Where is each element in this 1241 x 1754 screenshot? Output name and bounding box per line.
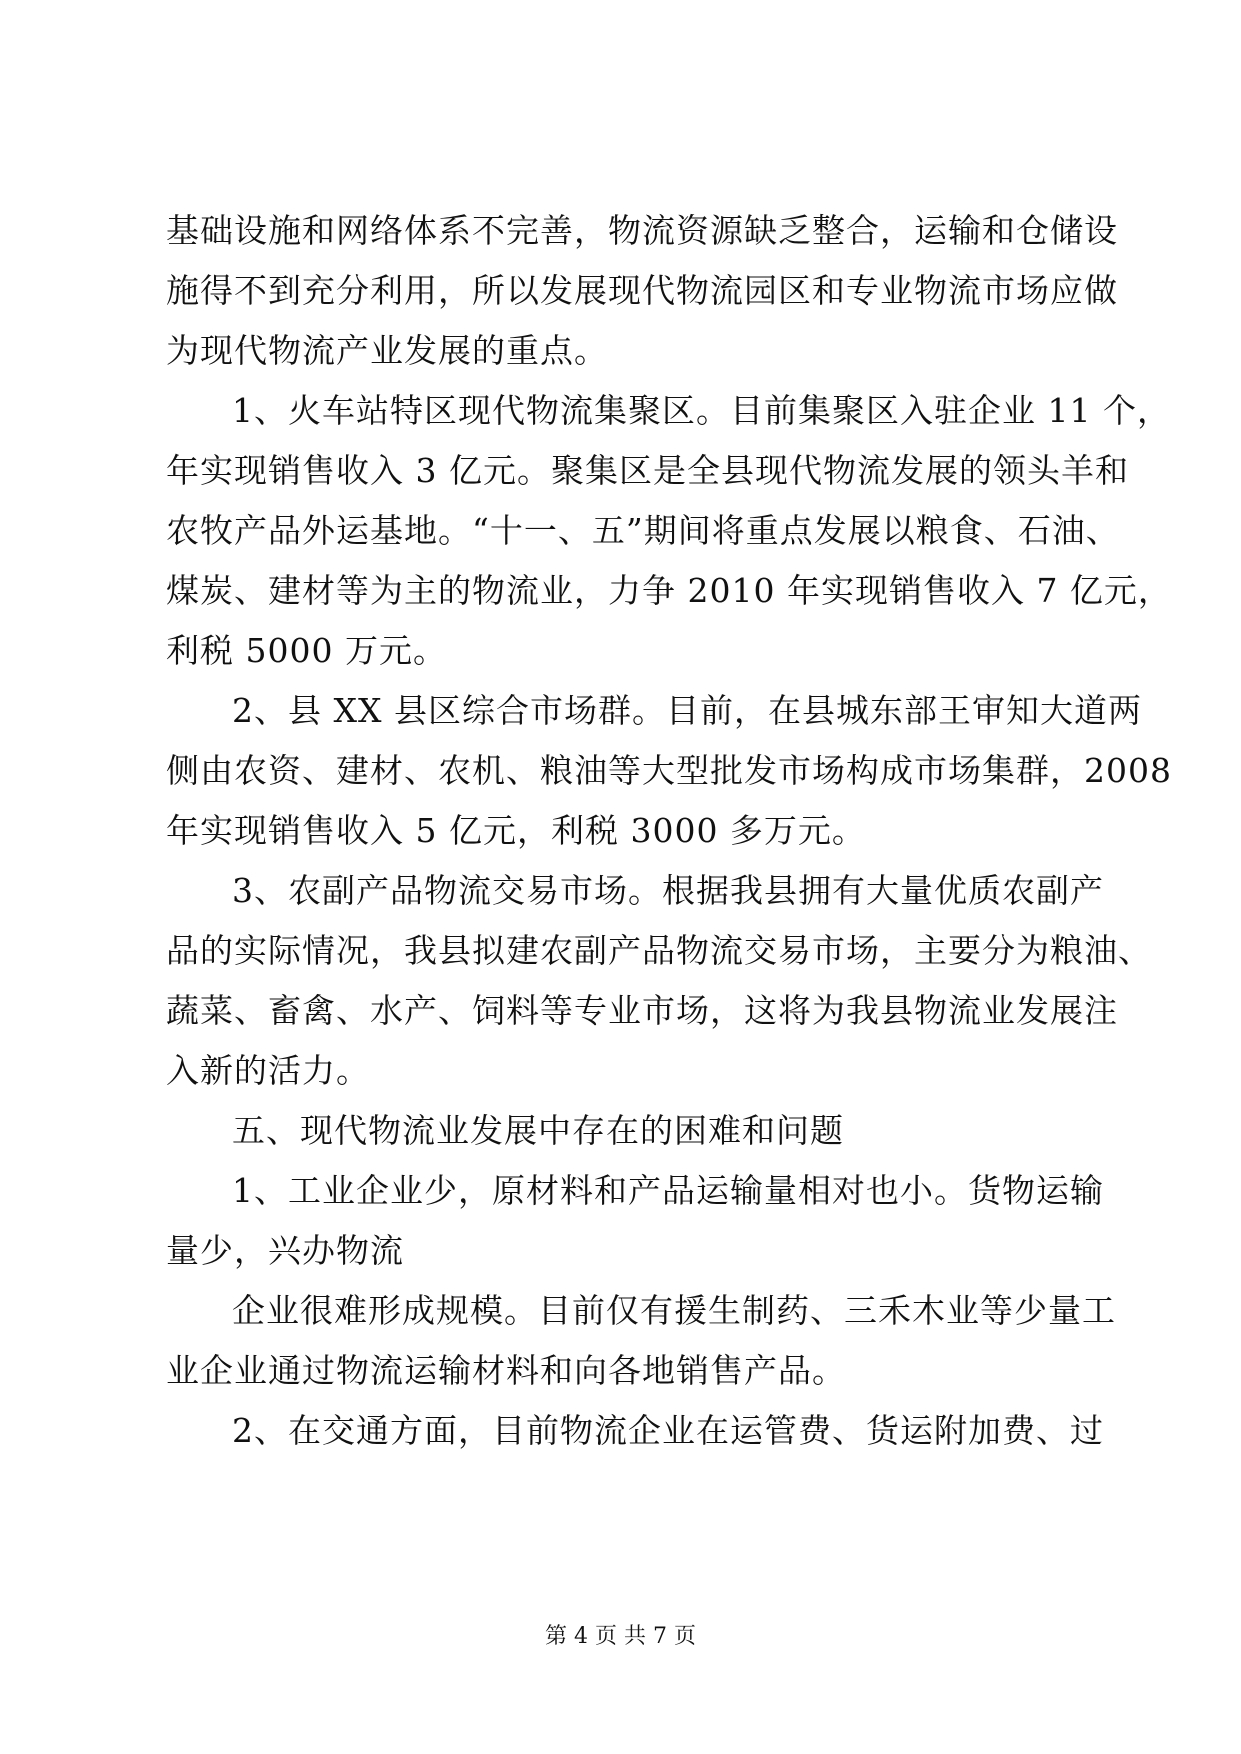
text-line: 品的实际情况，我县拟建农副产品物流交易市场，主要分为粮油、 bbox=[166, 931, 1152, 970]
text-line: 年实现销售收入 3 亿元。聚集区是全县现代物流发展的领头羊和 bbox=[166, 451, 1129, 490]
text-line: 2、县 XX 县区综合市场群。目前，在县城东部王审知大道两 bbox=[232, 691, 1142, 730]
text-line: 蔬菜、畜禽、水产、饲料等专业市场，这将为我县物流业发展注 bbox=[166, 991, 1118, 1030]
text-line: 农牧产品外运基地。“十一、五”期间将重点发展以粮食、石油、 bbox=[166, 511, 1120, 550]
text-line: 业企业通过物流运输材料和向各地销售产品。 bbox=[166, 1351, 846, 1390]
text-line: 为现代物流产业发展的重点。 bbox=[166, 331, 608, 370]
text-line: 企业很难形成规模。目前仅有援生制药、三禾木业等少量工 bbox=[232, 1291, 1116, 1330]
text-line: 基础设施和网络体系不完善，物流资源缺乏整合，运输和仓储设 bbox=[166, 211, 1118, 250]
section-heading: 五、现代物流业发展中存在的困难和问题 bbox=[232, 1111, 844, 1150]
text-line: 量少，兴办物流 bbox=[166, 1231, 404, 1270]
text-line: 施得不到充分利用，所以发展现代物流园区和专业物流市场应做 bbox=[166, 271, 1118, 310]
text-line: 1、火车站特区现代物流集聚区。目前集聚区入驻企业 11 个， bbox=[232, 391, 1171, 430]
text-line: 3、农副产品物流交易市场。根据我县拥有大量优质农副产 bbox=[232, 871, 1104, 910]
page-number-footer: 第 4 页 共 7 页 bbox=[545, 1624, 696, 1649]
text-line: 2、在交通方面，目前物流企业在运管费、货运附加费、过 bbox=[232, 1411, 1104, 1450]
text-line: 年实现销售收入 5 亿元，利税 3000 多万元。 bbox=[166, 811, 866, 850]
text-line: 利税 5000 万元。 bbox=[166, 631, 447, 670]
text-line: 入新的活力。 bbox=[166, 1051, 370, 1090]
text-line: 1、工业企业少，原材料和产品运输量相对也小。货物运输 bbox=[232, 1171, 1104, 1210]
text-line: 煤炭、建材等为主的物流业，力争 2010 年实现销售收入 7 亿元， bbox=[166, 571, 1172, 610]
text-line: 侧由农资、建材、农机、粮油等大型批发市场构成市场集群，2008 bbox=[166, 751, 1172, 790]
